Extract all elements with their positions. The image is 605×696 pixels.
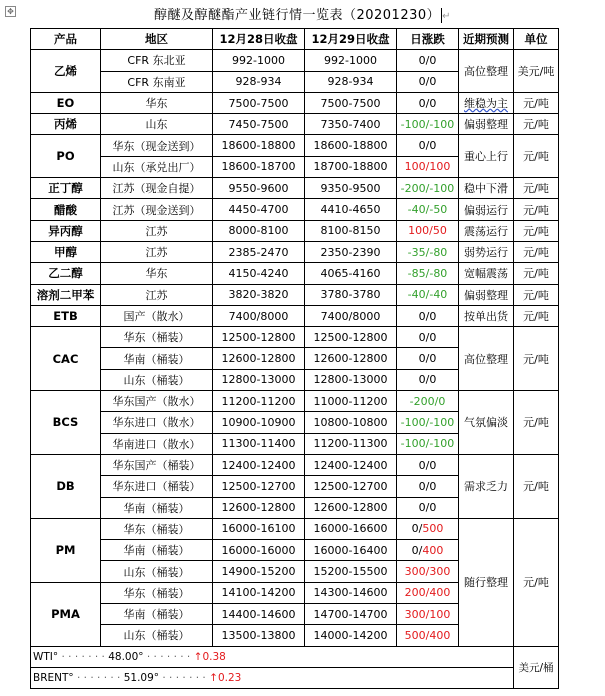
close-29-cell: 7400/8000 <box>305 305 397 326</box>
product-cell: 乙二醇 <box>31 263 101 284</box>
close-29-cell: 4065-4160 <box>305 263 397 284</box>
forecast-cell: 重心上行 <box>459 135 514 178</box>
oil-label: BRENT° <box>33 672 74 685</box>
close-28-cell: 16000-16000 <box>213 540 305 561</box>
dot-leader: · · · · · · · <box>73 672 124 685</box>
close-29-cell: 3780-3780 <box>305 284 397 305</box>
header-row <box>31 29 559 50</box>
forecast-cell: 震荡运行 <box>459 220 514 241</box>
product-cell: PO <box>31 135 101 178</box>
table-row <box>31 518 559 539</box>
unit-cell: 元/吨 <box>514 241 559 262</box>
close-29-cell: 12500-12800 <box>305 327 397 348</box>
region-cell: 山东（承兑出厂） <box>101 156 213 177</box>
close-29-cell: 14300-14600 <box>305 582 397 603</box>
change-cell: 100/100 <box>397 156 459 177</box>
unit-cell: 元/吨 <box>514 263 559 284</box>
table-move-handle-icon[interactable]: ✥ <box>5 6 16 17</box>
change-cell: -40/-50 <box>397 199 459 220</box>
forecast-cell: 宽幅震荡 <box>459 263 514 284</box>
unit-cell: 元/吨 <box>514 454 559 518</box>
product-cell: BCS <box>31 391 101 455</box>
close-28-cell: 12600-12800 <box>213 497 305 518</box>
unit-cell: 元/吨 <box>514 220 559 241</box>
forecast-cell: 需求乏力 <box>459 454 514 518</box>
close-28-cell: 928-934 <box>213 71 305 92</box>
close-29-cell: 18700-18800 <box>305 156 397 177</box>
region-cell: CFR 东南亚 <box>101 71 213 92</box>
table-row <box>31 305 559 326</box>
region-cell: 华东 <box>101 92 213 113</box>
forecast-cell: 稳中下滑 <box>459 178 514 199</box>
unit-cell: 元/吨 <box>514 135 559 178</box>
unit-cell: 元/吨 <box>514 327 559 391</box>
up-arrow-icon: ↑ <box>209 672 218 685</box>
forecast-cell: 偏弱运行 <box>459 199 514 220</box>
product-cell: DB <box>31 454 101 518</box>
region-cell: 山东（桶装） <box>101 561 213 582</box>
table-row <box>31 284 559 305</box>
forecast-cell: 高位整理 <box>459 50 514 93</box>
close-28-cell: 14400-14600 <box>213 604 305 625</box>
change-cell: -35/-80 <box>397 241 459 262</box>
product-cell: 丙烯 <box>31 114 101 135</box>
unit-cell: 美元/吨 <box>514 50 559 93</box>
product-cell: PM <box>31 518 101 582</box>
region-cell: 华东（桶装） <box>101 518 213 539</box>
close-28-cell: 12400-12400 <box>213 454 305 475</box>
footer-row <box>31 646 559 667</box>
forecast-cell: 弱势运行 <box>459 241 514 262</box>
region-cell: 华南（桶装） <box>101 604 213 625</box>
title-text: 醇醚及醇醚酯产业链行情一览表（20201230） <box>153 8 441 23</box>
region-cell: 山东 <box>101 114 213 135</box>
close-29-cell: 15200-15500 <box>305 561 397 582</box>
close-29-cell: 9350-9500 <box>305 178 397 199</box>
oil-value: 51.09° <box>123 672 160 685</box>
region-cell: 江苏（现金自提） <box>101 178 213 199</box>
close-29-cell: 12600-12800 <box>305 348 397 369</box>
product-cell: 异丙醇 <box>31 220 101 241</box>
close-29-cell: 16000-16400 <box>305 540 397 561</box>
change-cell <box>397 518 459 539</box>
unit-cell: 元/吨 <box>514 199 559 220</box>
close-29-cell: 7500-7500 <box>305 92 397 113</box>
change-cell: 300/300 <box>397 561 459 582</box>
oil-label: WTI° <box>33 650 59 663</box>
close-28-cell: 12500-12700 <box>213 476 305 497</box>
document-title <box>0 4 605 23</box>
close-29-cell: 928-934 <box>305 71 397 92</box>
region-cell: CFR 东北亚 <box>101 50 213 71</box>
region-cell: 华南进口（散水） <box>101 433 213 454</box>
price-table <box>30 28 559 689</box>
close-28-cell: 7450-7500 <box>213 114 305 135</box>
product-cell: 乙烯 <box>31 50 101 93</box>
change-cell: -100/-100 <box>397 433 459 454</box>
change-cell: 0/0 <box>397 92 459 113</box>
header-close-29: 12月29日收盘 <box>305 29 397 50</box>
change-cell: 0/0 <box>397 135 459 156</box>
close-28-cell: 18600-18700 <box>213 156 305 177</box>
close-29-cell: 8100-8150 <box>305 220 397 241</box>
product-cell: 正丁醇 <box>31 178 101 199</box>
up-arrow-icon: ↑ <box>193 650 203 663</box>
change-cell: -200/-100 <box>397 178 459 199</box>
close-28-cell: 16000-16100 <box>213 518 305 539</box>
close-29-cell: 992-1000 <box>305 50 397 71</box>
change-cell: 0/0 <box>397 327 459 348</box>
close-28-cell: 9550-9600 <box>213 178 305 199</box>
close-28-cell: 4150-4240 <box>213 263 305 284</box>
forecast-cell: 气氛偏淡 <box>459 391 514 455</box>
close-29-cell: 12400-12400 <box>305 454 397 475</box>
product-cell: 甲醇 <box>31 241 101 262</box>
product-cell: EO <box>31 92 101 113</box>
change-cell: 100/50 <box>397 220 459 241</box>
unit-cell: 元/吨 <box>514 284 559 305</box>
change-cell <box>397 540 459 561</box>
table-row <box>31 114 559 135</box>
change-cell: 300/100 <box>397 604 459 625</box>
table-row <box>31 327 559 348</box>
change-cell: -40/-40 <box>397 284 459 305</box>
forecast-cell: 维稳为主 <box>459 92 514 113</box>
change-cell: 500/400 <box>397 625 459 646</box>
unit-cell: 元/吨 <box>514 178 559 199</box>
region-cell: 华东 <box>101 263 213 284</box>
close-28-cell: 11300-11400 <box>213 433 305 454</box>
close-28-cell: 12600-12800 <box>213 348 305 369</box>
close-29-cell: 18600-18800 <box>305 135 397 156</box>
region-cell: 江苏（现金送到） <box>101 199 213 220</box>
close-28-cell: 7500-7500 <box>213 92 305 113</box>
change-cell: -85/-80 <box>397 263 459 284</box>
close-29-cell: 16000-16600 <box>305 518 397 539</box>
close-29-cell: 10800-10800 <box>305 412 397 433</box>
product-cell: PMA <box>31 582 101 646</box>
oil-unit-cell: 美元/桶 <box>514 646 559 689</box>
table-body <box>31 29 559 689</box>
forecast-cell: 随行整理 <box>459 518 514 646</box>
region-cell: 华东进口（桶装） <box>101 476 213 497</box>
region-cell: 华东国产（桶装） <box>101 454 213 475</box>
oil-change: 0.38 <box>202 650 226 663</box>
close-28-cell: 8000-8100 <box>213 220 305 241</box>
region-cell: 山东（桶装） <box>101 369 213 390</box>
oil-price-cell <box>31 667 514 688</box>
forecast-cell: 按单出货 <box>459 305 514 326</box>
unit-cell: 元/吨 <box>514 518 559 646</box>
table-row <box>31 241 559 262</box>
dot-leader: · · · · · · · <box>159 672 210 685</box>
close-29-cell: 2350-2390 <box>305 241 397 262</box>
header-change: 日涨跌 <box>397 29 459 50</box>
close-28-cell: 7400/8000 <box>213 305 305 326</box>
close-28-cell: 2385-2470 <box>213 241 305 262</box>
change-cell: 200/400 <box>397 582 459 603</box>
close-28-cell: 3820-3820 <box>213 284 305 305</box>
change-cell: -200/0 <box>397 391 459 412</box>
table-row <box>31 454 559 475</box>
paragraph-mark-icon: ↵ <box>442 11 452 22</box>
close-29-cell: 12600-12800 <box>305 497 397 518</box>
unit-cell: 元/吨 <box>514 114 559 135</box>
close-28-cell: 11200-11200 <box>213 391 305 412</box>
close-28-cell: 12800-13000 <box>213 369 305 390</box>
region-cell: 华南（桶装） <box>101 540 213 561</box>
change-cell: 0/0 <box>397 454 459 475</box>
close-28-cell: 13500-13800 <box>213 625 305 646</box>
table-row <box>31 199 559 220</box>
region-cell: 华东国产（散水） <box>101 391 213 412</box>
close-29-cell: 11200-11300 <box>305 433 397 454</box>
close-28-cell: 18600-18800 <box>213 135 305 156</box>
change-cell: 0/0 <box>397 305 459 326</box>
region-cell: 华南（桶装） <box>101 497 213 518</box>
change-cell: 0/0 <box>397 497 459 518</box>
oil-value: 48.00° <box>108 650 144 663</box>
close-28-cell: 14100-14200 <box>213 582 305 603</box>
product-cell: 醋酸 <box>31 199 101 220</box>
region-cell: 江苏 <box>101 284 213 305</box>
dot-leader: · · · · · · · <box>143 650 194 663</box>
table-row <box>31 92 559 113</box>
product-cell: CAC <box>31 327 101 391</box>
header-close-28: 12月28日收盘 <box>213 29 305 50</box>
header-product: 产品 <box>31 29 101 50</box>
region-cell: 山东（桶装） <box>101 625 213 646</box>
footer-row <box>31 667 559 688</box>
change-cell: -100/-100 <box>397 114 459 135</box>
close-29-cell: 12500-12700 <box>305 476 397 497</box>
close-29-cell: 7350-7400 <box>305 114 397 135</box>
oil-change: 0.23 <box>217 672 242 685</box>
close-28-cell: 992-1000 <box>213 50 305 71</box>
close-29-cell: 4410-4650 <box>305 199 397 220</box>
close-29-cell: 14700-14700 <box>305 604 397 625</box>
table-row <box>31 391 559 412</box>
close-28-cell: 4450-4700 <box>213 199 305 220</box>
unit-cell: 元/吨 <box>514 305 559 326</box>
close-29-cell: 12800-13000 <box>305 369 397 390</box>
product-cell: ETB <box>31 305 101 326</box>
table-row <box>31 263 559 284</box>
change-part-b: 500 <box>422 522 444 536</box>
region-cell: 华东（桶装） <box>101 327 213 348</box>
change-cell: 0/0 <box>397 369 459 390</box>
dot-leader: · · · · · · · <box>58 650 109 663</box>
unit-cell: 元/吨 <box>514 92 559 113</box>
close-29-cell: 11000-11200 <box>305 391 397 412</box>
close-28-cell: 10900-10900 <box>213 412 305 433</box>
forecast-cell: 偏弱整理 <box>459 284 514 305</box>
table-row <box>31 50 559 71</box>
unit-cell: 元/吨 <box>514 391 559 455</box>
header-region: 地区 <box>101 29 213 50</box>
region-cell: 华南（桶装） <box>101 348 213 369</box>
change-cell: 0/0 <box>397 50 459 71</box>
close-28-cell: 14900-15200 <box>213 561 305 582</box>
oil-price-cell <box>31 646 514 667</box>
region-cell: 江苏 <box>101 241 213 262</box>
change-part-a: 0/ <box>411 522 423 536</box>
region-cell: 华东进口（散水） <box>101 412 213 433</box>
change-cell: -100/-100 <box>397 412 459 433</box>
table-row <box>31 135 559 156</box>
close-28-cell: 12500-12800 <box>213 327 305 348</box>
region-cell: 华东（桶装） <box>101 582 213 603</box>
product-cell: 溶剂二甲苯 <box>31 284 101 305</box>
table-row <box>31 220 559 241</box>
region-cell: 江苏 <box>101 220 213 241</box>
change-cell: 0/0 <box>397 71 459 92</box>
table-row <box>31 178 559 199</box>
region-cell: 国产（散水） <box>101 305 213 326</box>
region-cell: 华东（现金送到） <box>101 135 213 156</box>
change-cell: 0/0 <box>397 348 459 369</box>
forecast-cell: 偏弱整理 <box>459 114 514 135</box>
close-29-cell: 14000-14200 <box>305 625 397 646</box>
change-part-a: 0/ <box>411 543 423 557</box>
change-part-b: 400 <box>422 543 444 557</box>
header-unit: 单位 <box>514 29 559 50</box>
forecast-cell: 高位整理 <box>459 327 514 391</box>
change-cell: 0/0 <box>397 476 459 497</box>
header-forecast: 近期预测 <box>459 29 514 50</box>
